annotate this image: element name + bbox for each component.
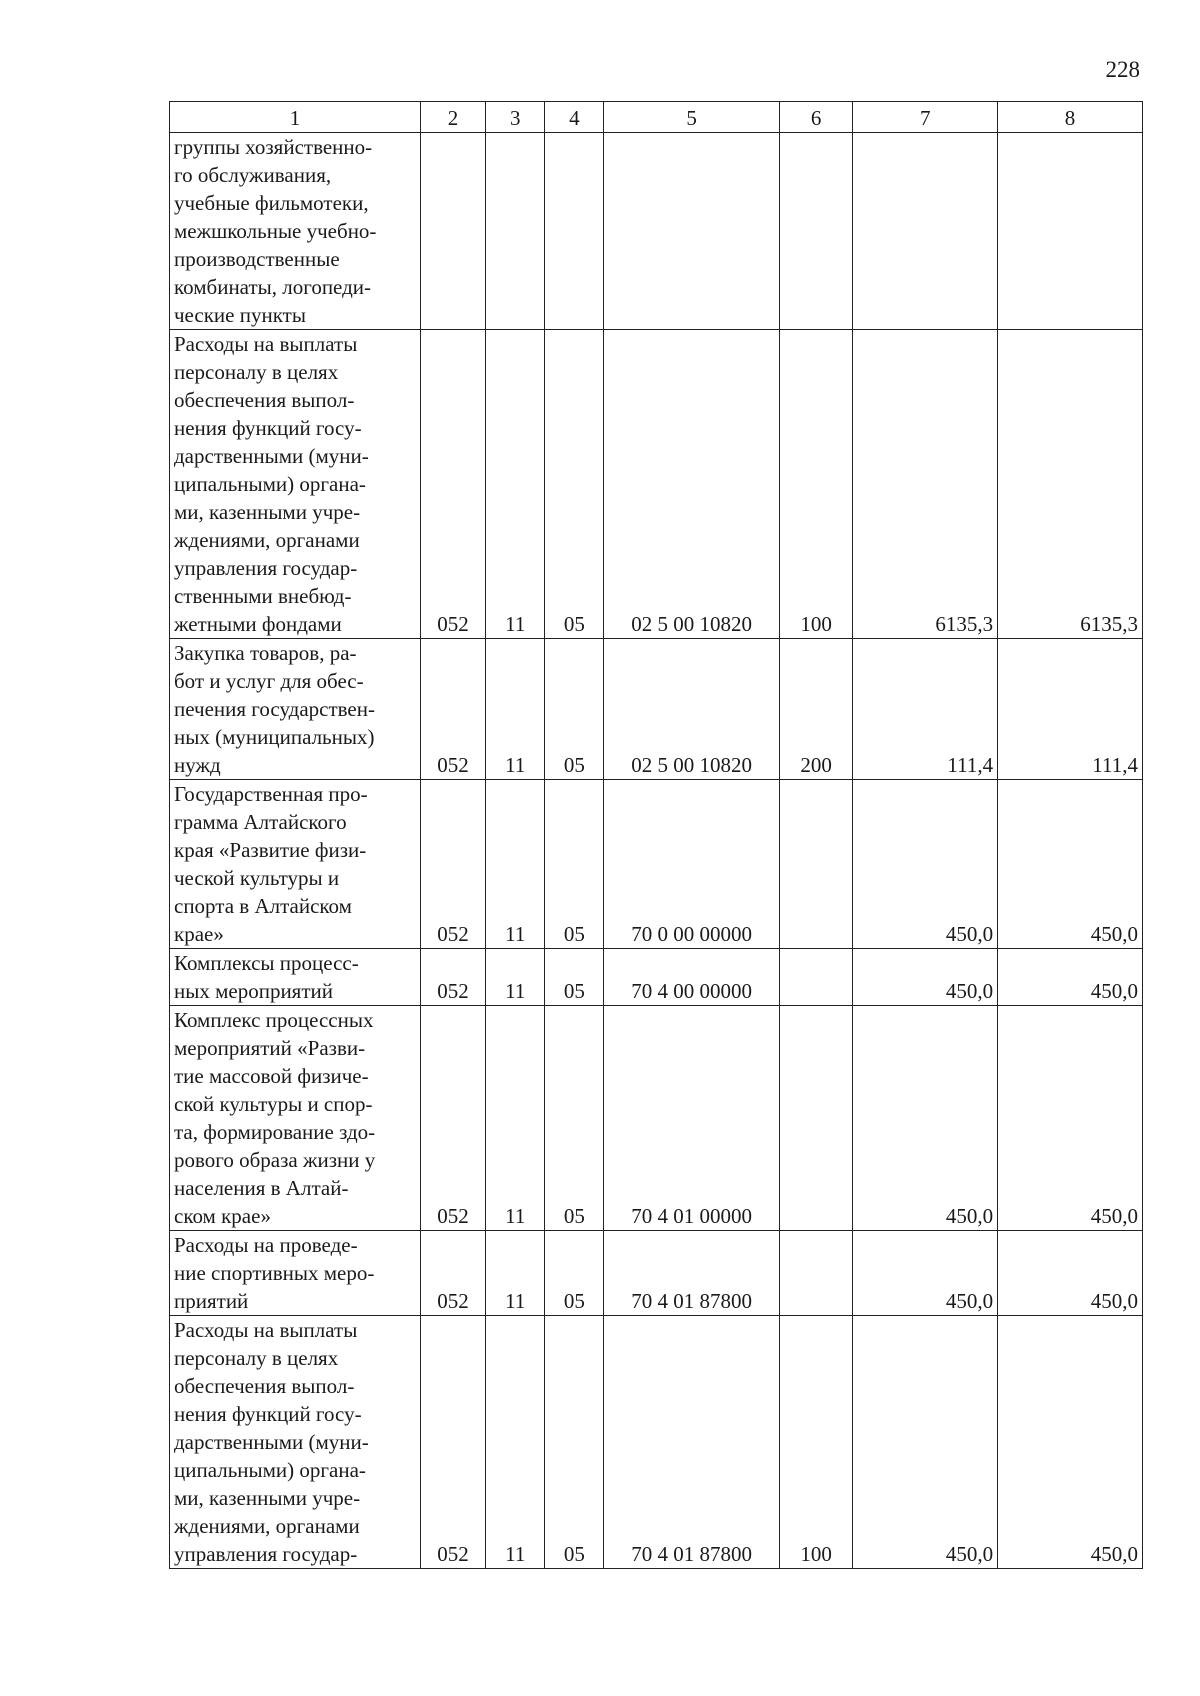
- table-row: [170, 133, 1143, 330]
- description-line: персоналу в целях: [174, 360, 339, 384]
- description-line: Расходы на выплаты: [174, 332, 358, 356]
- ministry-code: [420, 133, 485, 330]
- description-line: населения в Алтай-: [174, 1176, 349, 1200]
- section-code: [486, 133, 545, 330]
- description-line: управления государ-: [174, 1542, 358, 1566]
- target-article-code: 70 4 01 00000: [604, 1006, 779, 1231]
- description-line: Государственная про-: [174, 782, 368, 806]
- table-row: [170, 949, 1143, 1006]
- target-article-code: 70 4 01 87800: [604, 1316, 779, 1569]
- amount-col-8: 450,0: [998, 1231, 1143, 1316]
- header-col-8: 8: [998, 102, 1143, 133]
- description-line: ждениями, органами: [174, 1514, 360, 1538]
- amount-col-7: 6135,3: [853, 330, 998, 639]
- description-line: ском крае»: [174, 1204, 271, 1228]
- table-row: [170, 1231, 1143, 1316]
- description-line: обеспечения выпол-: [174, 1374, 355, 1398]
- amount-col-7: 450,0: [853, 780, 998, 949]
- section-code: 11: [486, 1316, 545, 1569]
- header-col-2: 2: [420, 102, 485, 133]
- amount-col-8: 450,0: [998, 780, 1143, 949]
- table-row: [170, 639, 1143, 780]
- table-row: [170, 1316, 1143, 1569]
- header-col-6: 6: [779, 102, 852, 133]
- section-code: 11: [486, 780, 545, 949]
- header-col-5: 5: [604, 102, 779, 133]
- description-line: ципальными) органа-: [174, 1458, 366, 1482]
- table-row: [170, 1006, 1143, 1231]
- description-line: Комплексы процесс-: [174, 951, 359, 975]
- description-line: производственные: [174, 247, 340, 271]
- expense-type-code: [779, 1006, 852, 1231]
- expense-type-code: [779, 1231, 852, 1316]
- row-description: [170, 1231, 421, 1316]
- description-line: ных мероприятий: [174, 979, 333, 1003]
- amount-col-8: 6135,3: [998, 330, 1143, 639]
- subsection-code: 05: [545, 949, 604, 1006]
- description-line: персоналу в целях: [174, 1346, 339, 1370]
- budget-table: [169, 101, 1143, 1569]
- description-line: края «Развитие физи-: [174, 838, 367, 862]
- description-line: нения функций госу-: [174, 416, 362, 440]
- target-article-code: 02 5 00 10820: [604, 639, 779, 780]
- description-line: межшкольные учебно-: [174, 219, 377, 243]
- description-line: ческой культуры и: [174, 866, 340, 890]
- description-line: ние спортивных меро-: [174, 1261, 375, 1285]
- section-code: 11: [486, 949, 545, 1006]
- amount-col-7: 450,0: [853, 1316, 998, 1569]
- expense-type-code: [779, 780, 852, 949]
- ministry-code: 052: [420, 949, 485, 1006]
- description-line: обеспечения выпол-: [174, 388, 355, 412]
- target-article-code: [604, 133, 779, 330]
- page-number: 228: [1105, 57, 1140, 82]
- row-description: [170, 1006, 421, 1231]
- description-line: крае»: [174, 922, 224, 946]
- target-article-code: 70 4 00 00000: [604, 949, 779, 1006]
- amount-col-8: 111,4: [998, 639, 1143, 780]
- ministry-code: 052: [420, 780, 485, 949]
- target-article-code: 70 4 01 87800: [604, 1231, 779, 1316]
- subsection-code: 05: [545, 780, 604, 949]
- table-body: [170, 133, 1143, 1569]
- ministry-code: 052: [420, 1316, 485, 1569]
- ministry-code: 052: [420, 330, 485, 639]
- table-row: [170, 780, 1143, 949]
- subsection-code: 05: [545, 639, 604, 780]
- expense-type-code: 100: [779, 330, 852, 639]
- amount-col-8: 450,0: [998, 1316, 1143, 1569]
- target-article-code: 70 0 00 00000: [604, 780, 779, 949]
- description-line: управления государ-: [174, 556, 358, 580]
- row-description: [170, 780, 421, 949]
- section-code: 11: [486, 1231, 545, 1316]
- description-line: го обслуживания,: [174, 163, 332, 187]
- subsection-code: [545, 133, 604, 330]
- expense-type-code: [779, 133, 852, 330]
- description-line: нужд: [174, 753, 221, 777]
- description-line: приятий: [174, 1289, 249, 1313]
- row-description: [170, 1316, 421, 1569]
- description-line: ской культуры и спор-: [174, 1092, 373, 1116]
- header-col-1: 1: [170, 102, 421, 133]
- row-description: [170, 330, 421, 639]
- header-col-7: 7: [853, 102, 998, 133]
- table-row: [170, 330, 1143, 639]
- header-col-3: 3: [486, 102, 545, 133]
- description-line: ципальными) органа-: [174, 472, 366, 496]
- description-line: грамма Алтайского: [174, 810, 347, 834]
- amount-col-7: 450,0: [853, 1231, 998, 1316]
- description-line: мероприятий «Разви-: [174, 1036, 366, 1060]
- amount-col-7: 450,0: [853, 949, 998, 1006]
- description-line: спорта в Алтайском: [174, 894, 352, 918]
- description-line: печения государствен-: [174, 697, 375, 721]
- amount-col-8: 450,0: [998, 949, 1143, 1006]
- amount-col-8: [998, 133, 1143, 330]
- row-description: [170, 949, 421, 1006]
- description-line: ных (муниципальных): [174, 725, 375, 749]
- ministry-code: 052: [420, 639, 485, 780]
- ministry-code: 052: [420, 1006, 485, 1231]
- expense-type-code: 200: [779, 639, 852, 780]
- description-line: Закупка товаров, ра-: [174, 641, 357, 665]
- expense-type-code: 100: [779, 1316, 852, 1569]
- description-line: нения функций госу-: [174, 1402, 362, 1426]
- subsection-code: 05: [545, 1006, 604, 1231]
- amount-col-7: 111,4: [853, 639, 998, 780]
- amount-col-7: 450,0: [853, 1006, 998, 1231]
- ministry-code: 052: [420, 1231, 485, 1316]
- row-description: [170, 639, 421, 780]
- header-col-4: 4: [545, 102, 604, 133]
- description-line: комбинаты, логопеди-: [174, 275, 372, 299]
- row-description: [170, 133, 421, 330]
- section-code: 11: [486, 639, 545, 780]
- description-line: жетными фондами: [174, 612, 342, 636]
- section-code: 11: [486, 330, 545, 639]
- description-line: Расходы на проведе-: [174, 1233, 358, 1257]
- description-line: дарственными (муни-: [174, 1430, 369, 1454]
- description-line: дарственными (муни-: [174, 444, 369, 468]
- description-line: ждениями, органами: [174, 528, 360, 552]
- description-line: ственными внебюд-: [174, 584, 352, 608]
- subsection-code: 05: [545, 1316, 604, 1569]
- description-line: та, формирование здо-: [174, 1120, 376, 1144]
- expense-type-code: [779, 949, 852, 1006]
- target-article-code: 02 5 00 10820: [604, 330, 779, 639]
- amount-col-8: 450,0: [998, 1006, 1143, 1231]
- section-code: 11: [486, 1006, 545, 1231]
- description-line: тие массовой физиче-: [174, 1064, 369, 1088]
- description-line: Комплекс процессных: [174, 1008, 374, 1032]
- description-line: рового образа жизни у: [174, 1148, 376, 1172]
- description-line: ми, казенными учре-: [174, 1486, 361, 1510]
- amount-col-7: [853, 133, 998, 330]
- description-line: группы хозяйственно-: [174, 135, 373, 159]
- header-row: [170, 102, 1143, 133]
- subsection-code: 05: [545, 1231, 604, 1316]
- description-line: учебные фильмотеки,: [174, 191, 369, 215]
- description-line: ми, казенными учре-: [174, 500, 361, 524]
- description-line: бот и услуг для обес-: [174, 669, 364, 693]
- subsection-code: 05: [545, 330, 604, 639]
- description-line: ческие пункты: [174, 303, 306, 327]
- description-line: Расходы на выплаты: [174, 1318, 358, 1342]
